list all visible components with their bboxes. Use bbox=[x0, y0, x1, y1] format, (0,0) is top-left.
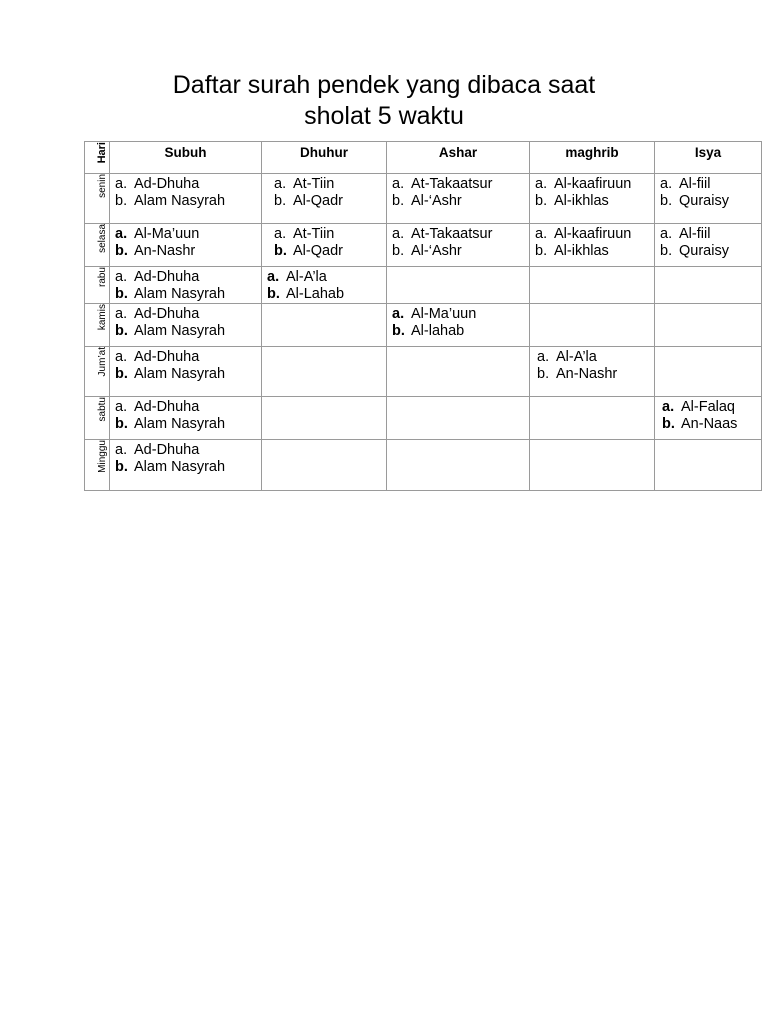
cell-subuh bbox=[110, 347, 262, 397]
cell-ashar bbox=[387, 224, 530, 267]
cell-dhuhur bbox=[262, 267, 387, 304]
surah-entry bbox=[115, 399, 261, 416]
surah-name: Al-ikhlas bbox=[554, 243, 609, 259]
cell-ashar bbox=[387, 267, 530, 304]
entry-marker: b. bbox=[115, 193, 128, 209]
day-cell bbox=[85, 174, 110, 224]
surah-entry bbox=[115, 306, 261, 323]
surah-entry bbox=[274, 193, 386, 210]
surah-entry bbox=[115, 442, 261, 459]
surah-name: At-Tiin bbox=[293, 176, 335, 192]
surah-entry bbox=[535, 243, 654, 260]
surah-name: Al-kaafiruun bbox=[554, 226, 632, 242]
cell-ashar bbox=[387, 397, 530, 440]
surah-name: An-Naas bbox=[681, 416, 738, 432]
surah-name: Al-Falaq bbox=[681, 399, 735, 415]
surah-name: Ad-Dhuha bbox=[134, 349, 200, 365]
surah-name: At-Tiin bbox=[293, 226, 335, 242]
entry-marker: b. bbox=[392, 243, 405, 259]
surah-name: Al-lahab bbox=[411, 323, 465, 339]
surah-name: Ad-Dhuha bbox=[134, 442, 200, 458]
surah-entry bbox=[115, 416, 261, 433]
surah-name: Ad-Dhuha bbox=[134, 176, 200, 192]
surah-name: Quraisy bbox=[679, 193, 729, 209]
surah-entry bbox=[662, 399, 761, 416]
surah-name: Al-Ma’uun bbox=[134, 226, 200, 242]
surah-name: Al-Ma’uun bbox=[411, 306, 477, 322]
surah-entry bbox=[115, 193, 261, 210]
surah-entry bbox=[267, 286, 386, 303]
entry-marker: b. bbox=[392, 193, 405, 209]
entry-marker: a. bbox=[662, 399, 675, 415]
day-cell bbox=[85, 440, 110, 491]
surah-entry bbox=[115, 459, 261, 476]
surah-entry bbox=[535, 193, 654, 210]
surah-name: Alam Nasyrah bbox=[134, 193, 226, 209]
surah-entry bbox=[115, 323, 261, 340]
entry-marker: a. bbox=[274, 226, 287, 242]
surah-entry bbox=[115, 176, 261, 193]
surah-entry bbox=[115, 366, 261, 383]
day-header-label: Hari bbox=[96, 142, 108, 164]
cell-maghrib bbox=[530, 267, 655, 304]
surah-name: Al-ikhlas bbox=[554, 193, 609, 209]
entry-marker: b. bbox=[115, 416, 128, 432]
cell-subuh bbox=[110, 440, 262, 491]
entry-marker: b. bbox=[267, 286, 280, 302]
surah-entry bbox=[537, 366, 654, 383]
title-line-1: Daftar surah pendek yang dibaca saat bbox=[172, 71, 596, 99]
cell-dhuhur bbox=[262, 224, 387, 267]
surah-name: At-Takaatsur bbox=[411, 226, 493, 242]
surah-name: Ad-Dhuha bbox=[134, 306, 200, 322]
entry-marker: b. bbox=[115, 323, 128, 339]
surah-name: An-Nashr bbox=[134, 243, 196, 259]
day-cell bbox=[85, 224, 110, 267]
entry-marker: a. bbox=[537, 349, 550, 365]
entry-marker: a. bbox=[392, 176, 405, 192]
entry-marker: a. bbox=[392, 226, 405, 242]
entry-marker: b. bbox=[392, 323, 405, 339]
surah-entry bbox=[115, 243, 261, 260]
surah-name: Alam Nasyrah bbox=[134, 366, 226, 382]
cell-isya bbox=[655, 304, 762, 347]
column-header-maghrib: maghrib bbox=[530, 142, 655, 174]
surah-entry bbox=[660, 226, 761, 243]
surah-name: Ad-Dhuha bbox=[134, 399, 200, 415]
surah-entry bbox=[274, 243, 386, 260]
cell-dhuhur bbox=[262, 440, 387, 491]
entry-marker: a. bbox=[115, 306, 128, 322]
surah-entry bbox=[662, 416, 761, 433]
entry-marker: b. bbox=[115, 243, 128, 259]
title-line-2: sholat 5 waktu bbox=[304, 102, 464, 130]
cell-ashar bbox=[387, 347, 530, 397]
entry-marker: b. bbox=[115, 366, 128, 382]
surah-schedule-table bbox=[84, 141, 762, 491]
cell-ashar bbox=[387, 440, 530, 491]
table-row bbox=[85, 174, 762, 224]
document-title bbox=[0, 70, 768, 132]
entry-marker: b. bbox=[662, 416, 675, 432]
entry-marker: b. bbox=[660, 193, 673, 209]
surah-entry bbox=[660, 176, 761, 193]
surah-name: An-Nashr bbox=[556, 366, 618, 382]
surah-name: At-Takaatsur bbox=[411, 176, 493, 192]
day-cell bbox=[85, 304, 110, 347]
surah-name: Al-fiil bbox=[679, 176, 711, 192]
entry-marker: a. bbox=[115, 226, 128, 242]
surah-name: Al-fiil bbox=[679, 226, 711, 242]
cell-maghrib bbox=[530, 304, 655, 347]
day-label: selasa bbox=[97, 224, 108, 253]
surah-name: Al-‘Ashr bbox=[411, 243, 462, 259]
surah-entry bbox=[115, 269, 261, 286]
surah-entry bbox=[392, 323, 529, 340]
surah-name: Alam Nasyrah bbox=[134, 459, 226, 475]
surah-name: Al-Qadr bbox=[293, 193, 343, 209]
cell-maghrib bbox=[530, 347, 655, 397]
surah-name: Alam Nasyrah bbox=[134, 286, 226, 302]
surah-entry bbox=[660, 193, 761, 210]
entry-marker: b. bbox=[274, 243, 287, 259]
surah-name: Al-Lahab bbox=[286, 286, 345, 302]
surah-name: Al-A’la bbox=[286, 269, 327, 285]
surah-name: Alam Nasyrah bbox=[134, 416, 226, 432]
table-row bbox=[85, 304, 762, 347]
entry-marker: a. bbox=[267, 269, 280, 285]
entry-marker: a. bbox=[115, 399, 128, 415]
entry-marker: a. bbox=[535, 226, 548, 242]
table-row bbox=[85, 224, 762, 267]
column-header-isya: Isya bbox=[655, 142, 762, 174]
entry-marker: a. bbox=[115, 269, 128, 285]
cell-isya bbox=[655, 174, 762, 224]
day-label: Minggu bbox=[97, 440, 108, 473]
entry-marker: a. bbox=[115, 349, 128, 365]
cell-dhuhur bbox=[262, 174, 387, 224]
cell-isya bbox=[655, 397, 762, 440]
column-header-dhuhur: Dhuhur bbox=[262, 142, 387, 174]
entry-marker: b. bbox=[660, 243, 673, 259]
entry-marker: a. bbox=[660, 226, 673, 242]
day-cell bbox=[85, 347, 110, 397]
day-cell bbox=[85, 397, 110, 440]
entry-marker: a. bbox=[115, 442, 128, 458]
cell-maghrib bbox=[530, 397, 655, 440]
surah-name: Al-‘Ashr bbox=[411, 193, 462, 209]
cell-ashar bbox=[387, 304, 530, 347]
surah-entry bbox=[115, 286, 261, 303]
entry-marker: b. bbox=[537, 366, 550, 382]
day-label: sabtu bbox=[97, 397, 108, 422]
day-label: senin bbox=[97, 174, 108, 198]
column-header-ashar: Ashar bbox=[387, 142, 530, 174]
day-label: Jum’at bbox=[97, 347, 108, 377]
table-row bbox=[85, 397, 762, 440]
surah-name: Al-A’la bbox=[556, 349, 597, 365]
entry-marker: a. bbox=[274, 176, 287, 192]
column-header-subuh: Subuh bbox=[110, 142, 262, 174]
surah-entry bbox=[392, 226, 529, 243]
surah-name: Alam Nasyrah bbox=[134, 323, 226, 339]
surah-entry bbox=[274, 176, 386, 193]
cell-isya bbox=[655, 440, 762, 491]
cell-subuh bbox=[110, 267, 262, 304]
surah-name: Ad-Dhuha bbox=[134, 269, 200, 285]
cell-isya bbox=[655, 267, 762, 304]
surah-entry bbox=[537, 349, 654, 366]
cell-subuh bbox=[110, 224, 262, 267]
surah-entry bbox=[392, 306, 529, 323]
entry-marker: b. bbox=[274, 193, 287, 209]
cell-maghrib bbox=[530, 440, 655, 491]
day-column-header bbox=[85, 142, 110, 174]
day-label: kamis bbox=[97, 304, 108, 331]
surah-name: Quraisy bbox=[679, 243, 729, 259]
entry-marker: b. bbox=[535, 243, 548, 259]
surah-entry bbox=[115, 226, 261, 243]
entry-marker: a. bbox=[115, 176, 128, 192]
entry-marker: a. bbox=[392, 306, 405, 322]
surah-name: Al-Qadr bbox=[293, 243, 343, 259]
entry-marker: b. bbox=[115, 286, 128, 302]
cell-maghrib bbox=[530, 174, 655, 224]
cell-isya bbox=[655, 347, 762, 397]
table-row bbox=[85, 347, 762, 397]
entry-marker: a. bbox=[660, 176, 673, 192]
surah-entry bbox=[535, 226, 654, 243]
cell-dhuhur bbox=[262, 304, 387, 347]
entry-marker: b. bbox=[535, 193, 548, 209]
surah-entry bbox=[274, 226, 386, 243]
day-label: rabu bbox=[97, 267, 108, 288]
table-row bbox=[85, 267, 762, 304]
surah-entry bbox=[392, 243, 529, 260]
entry-marker: a. bbox=[535, 176, 548, 192]
cell-dhuhur bbox=[262, 397, 387, 440]
cell-subuh bbox=[110, 397, 262, 440]
surah-entry bbox=[115, 349, 261, 366]
surah-entry bbox=[392, 176, 529, 193]
surah-entry bbox=[660, 243, 761, 260]
cell-subuh bbox=[110, 174, 262, 224]
day-cell bbox=[85, 267, 110, 304]
cell-dhuhur bbox=[262, 347, 387, 397]
surah-entry bbox=[392, 193, 529, 210]
cell-isya bbox=[655, 224, 762, 267]
header-row bbox=[85, 142, 762, 174]
surah-name: Al-kaafiruun bbox=[554, 176, 632, 192]
cell-maghrib bbox=[530, 224, 655, 267]
surah-entry bbox=[535, 176, 654, 193]
cell-subuh bbox=[110, 304, 262, 347]
surah-entry bbox=[267, 269, 386, 286]
table-row bbox=[85, 440, 762, 491]
entry-marker: b. bbox=[115, 459, 128, 475]
cell-ashar bbox=[387, 174, 530, 224]
